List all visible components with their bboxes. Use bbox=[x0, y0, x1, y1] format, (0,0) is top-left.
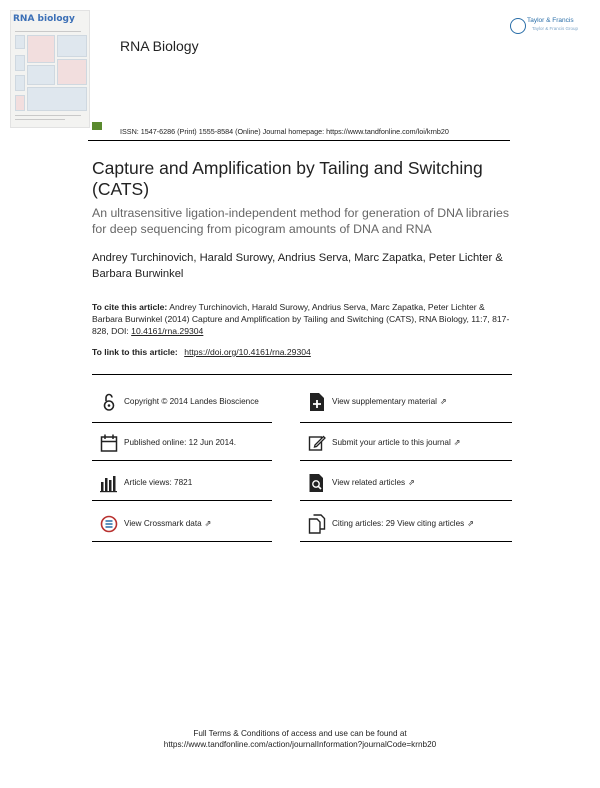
divider bbox=[92, 460, 272, 461]
article-title: Capture and Amplification by Tailing and Switching (CATS) bbox=[92, 158, 483, 199]
journal-cover bbox=[10, 10, 90, 128]
divider bbox=[300, 422, 512, 423]
citing-label: Citing articles: 29 View citing articles bbox=[332, 519, 465, 528]
external-link-icon: ⇗ bbox=[467, 519, 474, 528]
divider bbox=[300, 460, 512, 461]
footer bbox=[0, 728, 600, 750]
publisher-logo[interactable] bbox=[510, 16, 592, 38]
cover-logo: RNA biology bbox=[13, 14, 75, 24]
submit-label: Submit your article to this journal bbox=[332, 438, 451, 447]
citation bbox=[92, 301, 512, 337]
bar-chart-icon bbox=[100, 473, 118, 493]
crossmark-icon bbox=[100, 514, 118, 534]
external-link-icon: ⇗ bbox=[204, 519, 212, 528]
crossmark-label: View Crossmark data bbox=[124, 519, 202, 528]
cover-badge-icon bbox=[92, 122, 102, 130]
views-text: Article views: 7821 bbox=[124, 478, 193, 487]
external-link-icon: ⇗ bbox=[439, 397, 447, 406]
external-link-icon: ⇗ bbox=[453, 438, 461, 447]
citation-text: Andrey Turchinovich, Harald Surowy, Andrius Serva, Marc Zapatka, Peter Lichter & Barbara Burwinkel (2014) Capture and Amplification by Tailing and Switching (CATS), RNA Biology, 11:7, 817-828, DOI: bbox=[92, 302, 510, 336]
issn-line bbox=[120, 127, 449, 136]
article-link bbox=[92, 346, 512, 358]
published-text: Published online: 12 Jun 2014. bbox=[124, 438, 236, 447]
divider bbox=[88, 140, 510, 141]
issn-text: ISSN: 1547-6286 (Print) 1555-8584 (Online) Journal homepage: bbox=[120, 127, 327, 136]
divider bbox=[92, 500, 272, 501]
footer-terms-link[interactable]: https://www.tandfonline.com/action/journalInformation?journalCode=krnb20 bbox=[163, 740, 437, 749]
copyright-text: Copyright © 2014 Landes Bioscience bbox=[124, 397, 259, 406]
citing-documents-icon bbox=[308, 514, 326, 534]
divider bbox=[92, 541, 272, 542]
citation-label: To cite this article: bbox=[92, 302, 168, 312]
edit-icon bbox=[308, 433, 326, 453]
related-label: View related articles bbox=[332, 478, 406, 487]
divider bbox=[300, 541, 512, 542]
external-link-icon: ⇗ bbox=[408, 478, 415, 487]
divider bbox=[92, 374, 512, 375]
open-access-icon bbox=[100, 392, 118, 412]
calendar-icon bbox=[100, 433, 118, 453]
footer-terms-text: Full Terms & Conditions of access and use can be found at bbox=[193, 729, 407, 738]
article-url-link[interactable]: https://doi.org/10.4161/rna.29304 bbox=[184, 347, 311, 357]
search-document-icon bbox=[308, 473, 326, 493]
supplementary-label: View supplementary material bbox=[332, 397, 437, 406]
article-subtitle: An ultrasensitive ligation-independent method for generation of DNA libraries for deep sequencing from picogram amounts of DNA and RNA bbox=[92, 206, 509, 236]
article-authors: Andrey Turchinovich, Harald Surowy, Andrius Serva, Marc Zapatka, Peter Lichter & Barbara Burwinkel bbox=[92, 252, 503, 280]
journal-homepage-link[interactable]: https://www.tandfonline.com/loi/krnb20 bbox=[326, 127, 449, 136]
publisher-name: Taylor & Francis bbox=[527, 17, 574, 24]
divider bbox=[300, 500, 512, 501]
add-document-icon bbox=[308, 392, 326, 412]
divider bbox=[92, 422, 272, 423]
doi-link[interactable]: 10.4161/rna.29304 bbox=[131, 326, 204, 336]
journal-name: RNA Biology bbox=[120, 38, 199, 54]
publisher-tagline: Taylor & Francis Group bbox=[532, 26, 579, 31]
publisher-circle-icon bbox=[510, 18, 526, 34]
link-label: To link to this article: bbox=[92, 347, 181, 357]
